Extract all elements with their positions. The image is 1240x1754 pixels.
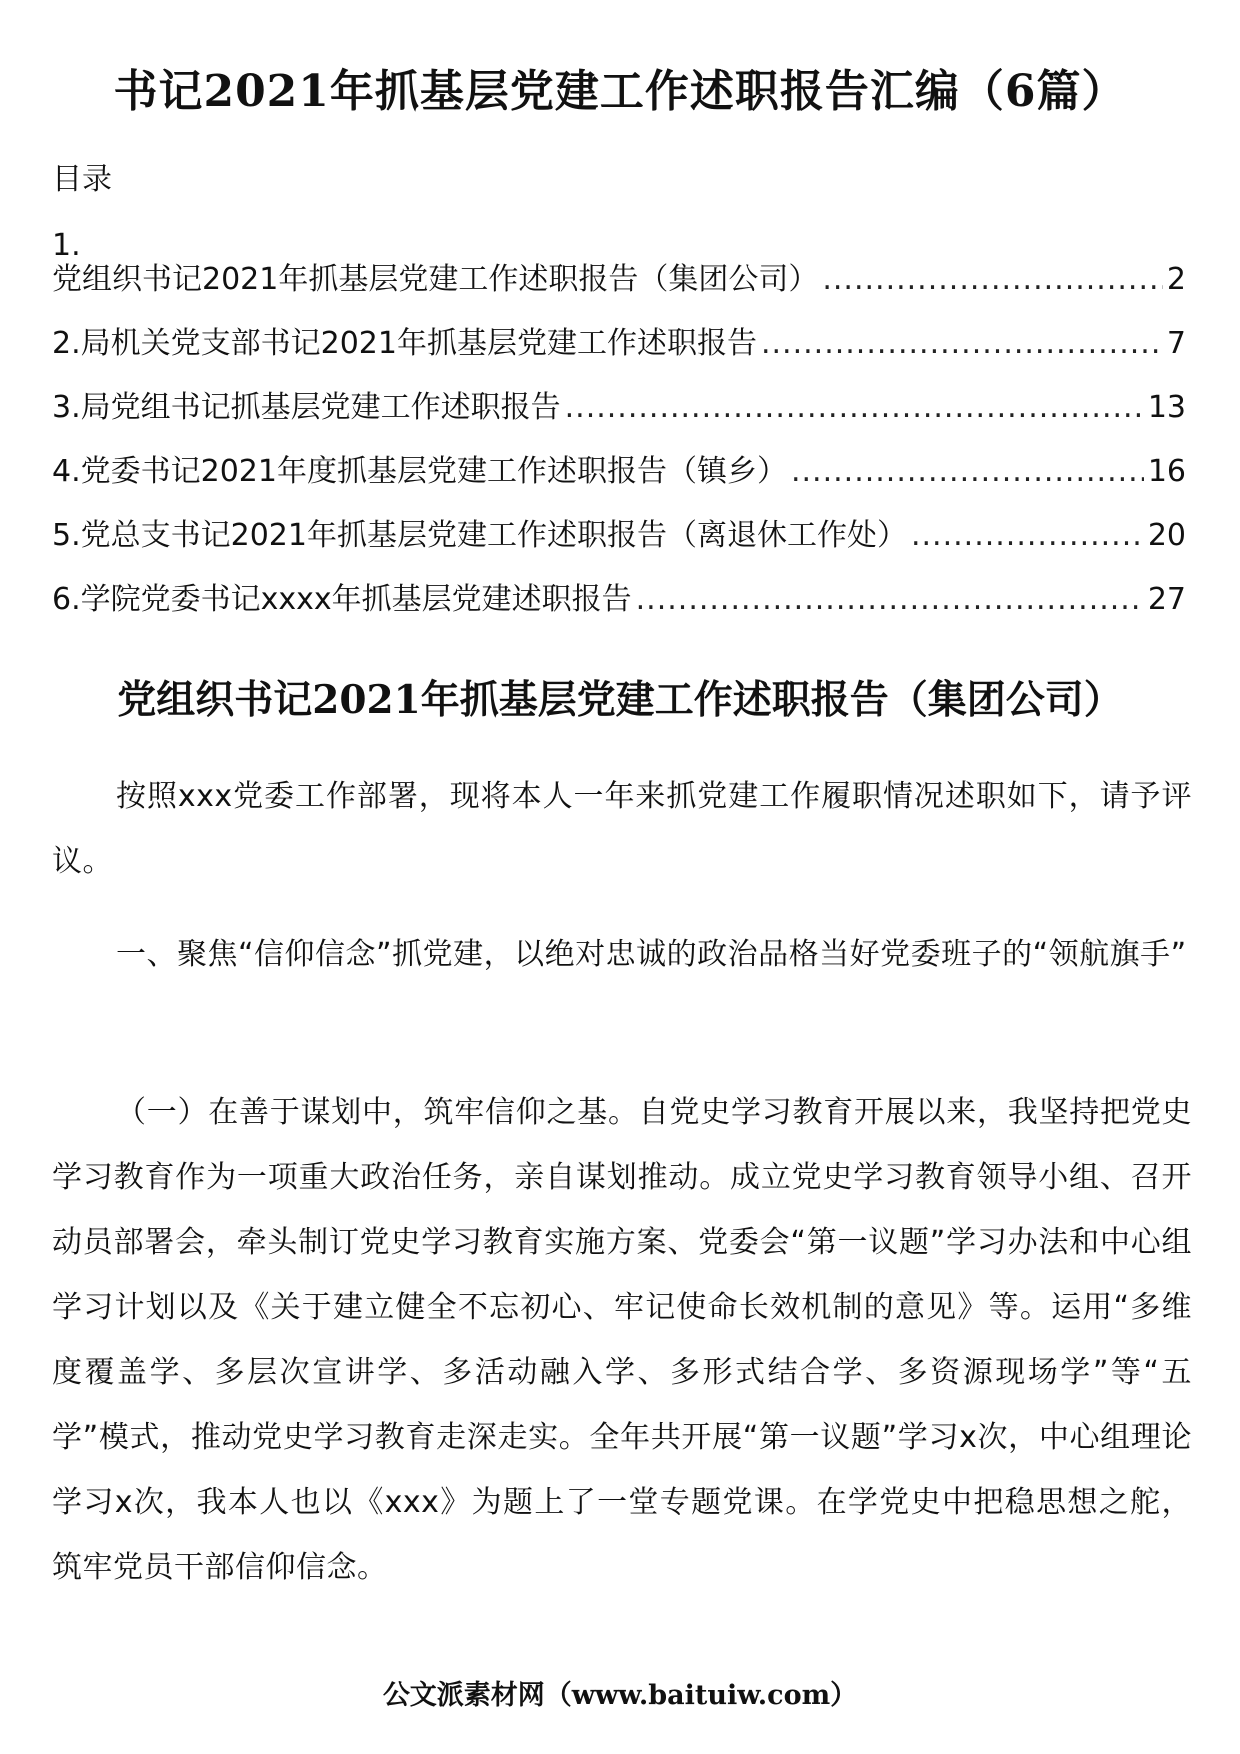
- body-paragraph-intro: 按照xxx党委工作部署，现将本人一年来抓党建工作履职情况述职如下，请予评议。: [52, 779, 1192, 879]
- toc-leader-dots: [565, 386, 1144, 430]
- toc-page-number: 20: [1147, 518, 1186, 553]
- toc-entry-6[interactable]: [52, 578, 1186, 622]
- toc-page-number: 13: [1147, 390, 1186, 425]
- footer-watermark: 公文派素材网（www.baituiw.com）: [382, 1680, 858, 1711]
- toc-heading: 目录: [52, 162, 112, 197]
- body-paragraph-1: （一）在善于谋划中，筑牢信仰之基。自党史学习教育开展以来，我坚持把党史学习教育作为一项重大政治任务，亲自谋划推动。成立党史学习教育领导小组、召开动员部署会，牵头制订党史学习教育实施方案、党委会“第一议题”学习办法和中心组学习计划以及《关于建立健全不忘初心、牢记使命长效机制的意见》等。运用“多维度覆盖学、多层次宣讲学、多活动融入学、多形式结合学、多资源现场学”等“五学”模式，推动党史学习教育走深走实。全年共开展“第一议题”学习x次，中心组理论学习x次，我本人也以《xxx》为题上了一堂专题党课。在学党史中把稳思想之舵，筑牢党员干部信仰信念。: [52, 1095, 1192, 1585]
- toc-page-number: 27: [1147, 582, 1186, 617]
- toc-leader-dots: [791, 450, 1144, 494]
- toc-entry-4[interactable]: [52, 450, 1186, 494]
- toc-page-number: 7: [1166, 326, 1186, 361]
- toc-leader-dots: [636, 578, 1144, 622]
- toc-leader-dots: [911, 514, 1144, 558]
- toc-first-number: 1.: [52, 228, 81, 263]
- toc-entry-5[interactable]: [52, 514, 1186, 558]
- toc-entry-text: 5.党总支书记2021年抓基层党建工作述职报告（离退休工作处）: [52, 518, 907, 553]
- section-title: 党组织书记2021年抓基层党建工作述职报告（集团公司）: [117, 677, 1123, 723]
- toc-leader-dots: [822, 258, 1163, 302]
- toc-entry-3[interactable]: [52, 386, 1186, 430]
- toc-entry-1[interactable]: [52, 258, 1186, 302]
- toc-page-number: 16: [1147, 454, 1186, 489]
- toc-entry-text: 6.学院党委书记xxxx年抓基层党建述职报告: [52, 582, 632, 617]
- body-heading-section-1: 一、聚焦“信仰信念”抓党建，以绝对忠诚的政治品格当好党委班子的“领航旗手”: [116, 937, 1187, 972]
- toc-page-number: 2: [1166, 262, 1186, 297]
- toc-entry-text: 党组织书记2021年抓基层党建工作述职报告（集团公司）: [52, 262, 819, 297]
- toc-leader-dots: [761, 322, 1163, 366]
- toc-entry-2[interactable]: [52, 322, 1186, 366]
- toc-entry-text: 4.党委书记2021年度抓基层党建工作述职报告（镇乡）: [52, 454, 787, 489]
- document-title: 书记2021年抓基层党建工作述职报告汇编（6篇）: [113, 66, 1127, 117]
- toc-entry-text: 2.局机关党支部书记2021年抓基层党建工作述职报告: [52, 326, 757, 361]
- toc-entry-text: 3.局党组书记抓基层党建工作述职报告: [52, 390, 561, 425]
